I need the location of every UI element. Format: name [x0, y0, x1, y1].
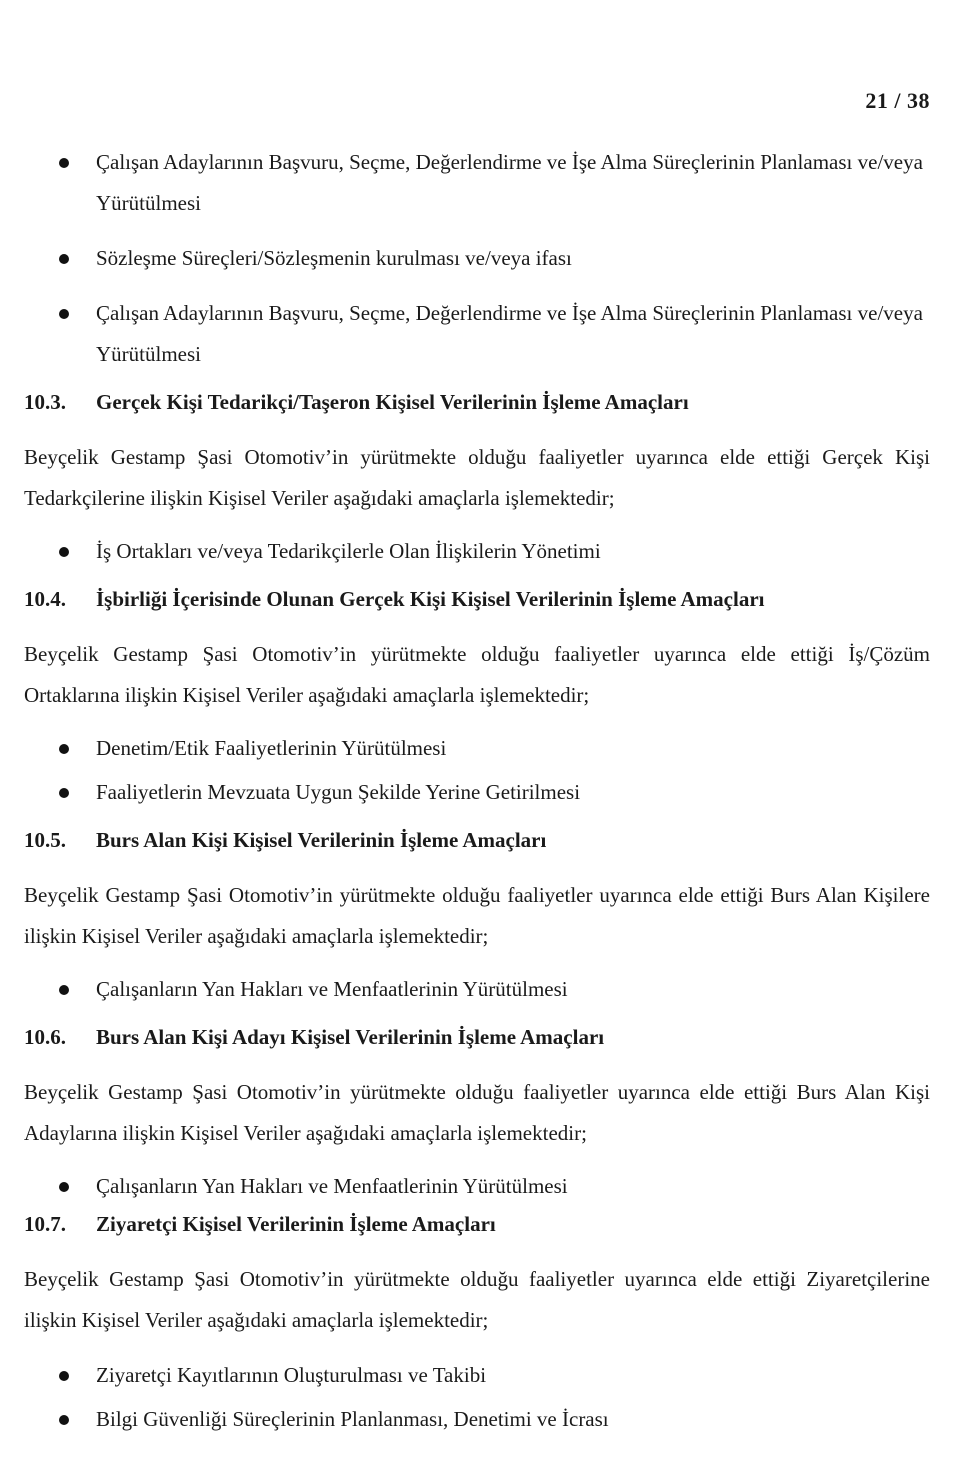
section-heading	[24, 387, 930, 417]
bullet-text: Çalışanların Yan Hakları ve Menfaatlerinin Yürütülmesi	[96, 1174, 568, 1198]
section-heading	[24, 584, 930, 614]
section-bullet-list	[24, 1355, 930, 1440]
section-title: Ziyaretçi Kişisel Verilerinin İşleme Amaçları	[96, 1212, 496, 1236]
bullet-icon	[59, 158, 69, 168]
page-number: 21 / 38	[865, 88, 930, 113]
bullet-item	[24, 1355, 930, 1396]
bullet-text: İş Ortakları ve/veya Tedarikçilerle Olan İlişkilerin Yönetimi	[96, 539, 601, 563]
section-10-6	[24, 1022, 930, 1207]
section-bullet-list	[24, 969, 930, 1010]
bullet-item	[24, 969, 930, 1010]
section-paragraph: Beyçelik Gestamp Şasi Otomotiv’in yürütmekte olduğu faaliyetler uyarınca elde ettiği Gerçek Kişi Tedarkçilerine ilişkin Kişisel Veriler aşağıdaki amaçlarla işlemektedir;	[24, 445, 930, 510]
bullet-item	[24, 293, 930, 375]
bullet-text: Denetim/Etik Faaliyetlerinin Yürütülmesi	[96, 736, 447, 760]
section-10-5	[24, 825, 930, 1010]
section-heading	[24, 1022, 930, 1052]
section-title: Gerçek Kişi Tedarikçi/Taşeron Kişisel Verilerinin İşleme Amaçları	[96, 390, 689, 414]
section-bullet-list	[24, 728, 930, 813]
bullet-item	[24, 1166, 930, 1207]
bullet-icon	[59, 744, 69, 754]
bullet-text: Çalışan Adaylarının Başvuru, Seçme, Değerlendirme ve İşe Alma Süreçlerinin Planlaması ve/veya Yürütülmesi	[96, 150, 923, 215]
bullet-item	[24, 1399, 930, 1440]
intro-bullet-list	[24, 142, 930, 375]
section-title: Burs Alan Kişi Adayı Kişisel Verilerinin İşleme Amaçları	[96, 1025, 605, 1049]
section-title: Burs Alan Kişi Kişisel Verilerinin İşleme Amaçları	[96, 828, 547, 852]
section-10-3	[24, 387, 930, 572]
bullet-item	[24, 772, 930, 813]
bullet-text: Faaliyetlerin Mevzuata Uygun Şekilde Yerine Getirilmesi	[96, 780, 581, 804]
section-10-4	[24, 584, 930, 813]
section-number: 10.5.	[24, 828, 66, 852]
section-paragraph: Beyçelik Gestamp Şasi Otomotiv’in yürütmekte olduğu faaliyetler uyarınca elde ettiği Burs Alan Kişilere ilişkin Kişisel Veriler aşağıdaki amaçlarla işlemektedir;	[24, 883, 930, 948]
bullet-text: Sözleşme Süreçleri/Sözleşmenin kurulması ve/veya ifası	[96, 246, 572, 270]
bullet-icon	[59, 788, 69, 798]
section-heading	[24, 1209, 930, 1239]
bullet-icon	[59, 254, 69, 264]
section-bullet-list	[24, 531, 930, 572]
bullet-item	[24, 531, 930, 572]
document-body	[24, 142, 930, 1440]
bullet-text: Ziyaretçi Kayıtlarının Oluşturulması ve Takibi	[96, 1363, 487, 1387]
section-10-7	[24, 1209, 930, 1440]
bullet-item	[24, 142, 930, 224]
section-number: 10.4.	[24, 587, 66, 611]
section-paragraph: Beyçelik Gestamp Şasi Otomotiv’in yürütmekte olduğu faaliyetler uyarınca elde ettiği Ziyaretçilerine ilişkin Kişisel Veriler aşağıdaki amaçlarla işlemektedir;	[24, 1267, 930, 1332]
bullet-icon	[59, 547, 69, 557]
bullet-text: Bilgi Güvenliği Süreçlerinin Planlanması, Denetimi ve İcrası	[96, 1407, 609, 1431]
bullet-text: Çalışan Adaylarının Başvuru, Seçme, Değerlendirme ve İşe Alma Süreçlerinin Planlaması ve/veya Yürütülmesi	[96, 301, 923, 366]
section-bullet-list	[24, 1166, 930, 1207]
section-number: 10.7.	[24, 1212, 66, 1236]
bullet-icon	[59, 1182, 69, 1192]
bullet-text: Çalışanların Yan Hakları ve Menfaatlerinin Yürütülmesi	[96, 977, 568, 1001]
bullet-icon	[59, 1371, 69, 1381]
section-paragraph: Beyçelik Gestamp Şasi Otomotiv’in yürütmekte olduğu faaliyetler uyarınca elde ettiği Burs Alan Kişi Adaylarına ilişkin Kişisel Veriler aşağıdaki amaçlarla işlemektedir;	[24, 1080, 930, 1145]
section-paragraph: Beyçelik Gestamp Şasi Otomotiv’in yürütmekte olduğu faaliyetler uyarınca elde ettiği İş/Çözüm Ortaklarına ilişkin Kişisel Veriler aşağıdaki amaçlarla işlemektedir;	[24, 642, 930, 707]
bullet-item	[24, 238, 930, 279]
section-number: 10.6.	[24, 1025, 66, 1049]
bullet-icon	[59, 985, 69, 995]
section-title: İşbirliği İçerisinde Olunan Gerçek Kişi Kişisel Verilerinin İşleme Amaçları	[96, 587, 765, 611]
bullet-item	[24, 728, 930, 769]
section-heading	[24, 825, 930, 855]
bullet-icon	[59, 309, 69, 319]
bullet-icon	[59, 1415, 69, 1425]
section-number: 10.3.	[24, 390, 66, 414]
